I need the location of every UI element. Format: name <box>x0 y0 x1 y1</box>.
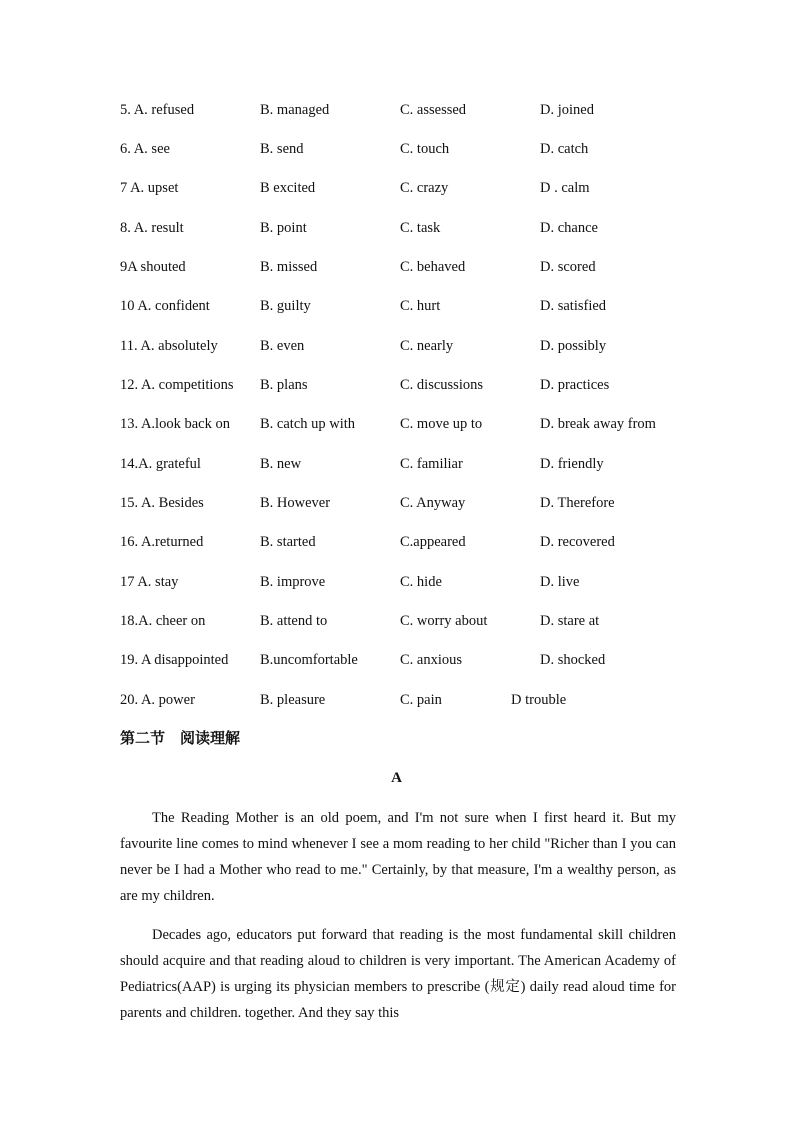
option-a: 7 A. upset <box>120 180 179 196</box>
question-row-16 <box>0 531 793 553</box>
option-b: B. attend to <box>260 613 328 629</box>
option-a: 20. A. power <box>120 692 195 708</box>
option-c: C. behaved <box>400 259 466 275</box>
option-a: 14.A. grateful <box>120 456 201 472</box>
option-d: D. joined <box>540 102 594 118</box>
passage-paragraph-2: Decades ago, educators put forward that reading is the most fundamental skill children should acquire and that reading aloud to children is very important. The American Academy of Pediatrics(AAP) is urging its physician members to prescribe (规定) daily read aloud time for parents and children. together. And they say this <box>120 927 676 1021</box>
option-b: B. missed <box>260 259 318 275</box>
passage-paragraph-1: The Reading Mother is an old poem, and I'm not sure when I first heard it. But my favourite line comes to mind whenever I see a mom reading to her child "Richer than I you can never be I had a Mother who read to me." Certainly, by that measure, I'm a wealthy person, as are my children. <box>120 810 676 904</box>
option-a: 13. A.look back on <box>120 416 230 432</box>
option-b: B. catch up with <box>260 416 356 432</box>
option-c: C. discussions <box>400 377 483 393</box>
question-row-9 <box>0 256 793 278</box>
option-c: C. move up to <box>400 416 483 432</box>
option-b: B excited <box>260 180 316 196</box>
option-c: C. familiar <box>400 456 463 472</box>
question-row-12 <box>0 374 793 396</box>
question-row-10 <box>0 295 793 317</box>
option-b: B. new <box>260 456 302 472</box>
option-d: D. break away from <box>540 416 656 432</box>
option-c: C. crazy <box>400 180 449 196</box>
option-b: B. However <box>260 495 331 511</box>
question-row-5 <box>0 99 793 121</box>
option-b: B. managed <box>260 102 330 118</box>
option-a: 17 A. stay <box>120 574 179 590</box>
option-d: D. satisfied <box>540 298 607 314</box>
option-d: D. practices <box>540 377 610 393</box>
question-row-14 <box>0 453 793 475</box>
option-c: C. Anyway <box>400 495 466 511</box>
option-b: B. started <box>260 534 316 550</box>
option-a: 16. A.returned <box>120 534 204 550</box>
question-row-17 <box>0 571 793 593</box>
option-c: C. nearly <box>400 338 454 354</box>
option-a: 6. A. see <box>120 141 170 157</box>
option-b: B. pleasure <box>260 692 326 708</box>
option-b: B.uncomfortable <box>260 652 358 668</box>
question-row-15 <box>0 492 793 514</box>
option-d: D trouble <box>511 692 567 708</box>
option-d: D. stare at <box>540 613 600 629</box>
question-row-20 <box>0 689 793 711</box>
option-d: D . calm <box>540 180 590 196</box>
option-d: D. recovered <box>540 534 615 550</box>
option-d: D. possibly <box>540 338 607 354</box>
option-a: 15. A. Besides <box>120 495 204 511</box>
option-c: C. task <box>400 220 441 236</box>
option-d: D. scored <box>540 259 596 275</box>
option-a: 19. A disappointed <box>120 652 229 668</box>
option-c: C. hide <box>400 574 442 590</box>
option-d: D. catch <box>540 141 589 157</box>
option-b: B. plans <box>260 377 308 393</box>
section-title: 第二节 阅读理解 <box>120 729 241 747</box>
option-c: C. pain <box>400 692 442 708</box>
option-a: 8. A. result <box>120 220 184 236</box>
option-b: B. point <box>260 220 307 236</box>
question-row-19 <box>0 649 793 671</box>
option-d: D. friendly <box>540 456 604 472</box>
option-a: 9A shouted <box>120 259 186 275</box>
question-row-7 <box>0 177 793 199</box>
passage-title: A <box>391 770 402 786</box>
option-c: C. worry about <box>400 613 488 629</box>
question-row-18 <box>0 610 793 632</box>
option-d: D. Therefore <box>540 495 615 511</box>
option-b: B. improve <box>260 574 326 590</box>
option-c: C. anxious <box>400 652 463 668</box>
question-row-11 <box>0 335 793 357</box>
option-c: C.appeared <box>400 534 466 550</box>
option-c: C. touch <box>400 141 450 157</box>
question-row-6 <box>0 138 793 160</box>
option-a: 5. A. refused <box>120 102 195 118</box>
option-a: 10 A. confident <box>120 298 210 314</box>
option-d: D. shocked <box>540 652 606 668</box>
option-b: B. send <box>260 141 304 157</box>
question-row-13 <box>0 413 793 435</box>
option-b: B. guilty <box>260 298 311 314</box>
option-b: B. even <box>260 338 305 354</box>
option-a: 11. A. absolutely <box>120 338 218 354</box>
option-a: 18.A. cheer on <box>120 613 206 629</box>
option-a: 12. A. competitions <box>120 377 234 393</box>
option-c: C. hurt <box>400 298 441 314</box>
question-row-8 <box>0 217 793 239</box>
option-d: D. chance <box>540 220 598 236</box>
option-d: D. live <box>540 574 580 590</box>
option-c: C. assessed <box>400 102 467 118</box>
